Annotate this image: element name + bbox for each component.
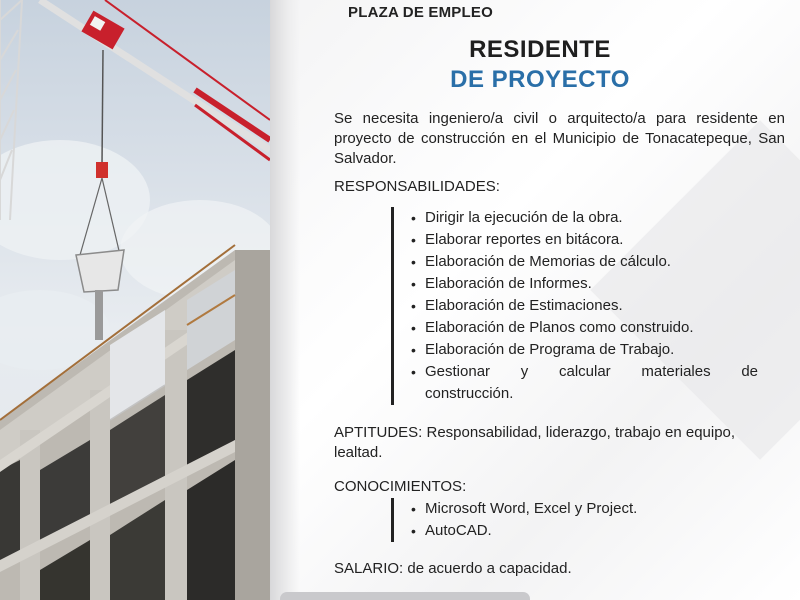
list-item: • Elaboración de Estimaciones. xyxy=(394,295,758,317)
job-intro-text: Se necesita ingeniero/a civil o arquitecto/a para residente en proyecto de construcción en el Municipio de Tonacatepeque, San Salvador. xyxy=(334,110,785,167)
decorative-bottom-bar xyxy=(280,592,530,600)
job-title-line2: DE PROYECTO xyxy=(450,66,630,93)
list-item: • Elaboración de Memorias de cálculo. xyxy=(394,251,758,273)
list-item: • Gestionar y calcular materiales de xyxy=(394,361,758,383)
job-title-line1: RESIDENTE xyxy=(469,36,611,63)
responsibilities-label: RESPONSABILIDADES: xyxy=(334,178,500,195)
crane-hook xyxy=(96,162,108,178)
salary-text: SALARIO: de acuerdo a capacidad. xyxy=(334,560,572,577)
list-item: • Elaboración de Informes. xyxy=(394,273,758,295)
decorative-shadow-band xyxy=(270,0,300,600)
list-item: • Elaborar reportes en bitácora. xyxy=(394,229,758,251)
list-item: • Elaboración de Programa de Trabajo. xyxy=(394,339,758,361)
job-kicker: PLAZA DE EMPLEO xyxy=(348,4,493,21)
crane-jib xyxy=(40,0,270,160)
list-item: • AutoCAD. xyxy=(394,520,691,542)
knowledge-label: CONOCIMIENTOS: xyxy=(334,478,467,495)
responsibilities-list xyxy=(391,207,758,405)
construction-photo xyxy=(0,0,270,600)
concrete-bucket xyxy=(76,250,124,292)
construction-scene-illustration xyxy=(0,0,270,600)
list-item-continuation: construcción. xyxy=(425,385,514,402)
list-item: • Microsoft Word, Excel y Project. xyxy=(394,498,691,520)
list-item: • Elaboración de Planos como construido. xyxy=(394,317,758,339)
aptitudes-text: APTITUDES: Responsabilidad, liderazgo, trabajo en equipo, lealtad. xyxy=(334,424,736,461)
list-item: • Dirigir la ejecución de la obra. xyxy=(394,207,758,229)
knowledge-list xyxy=(391,498,691,542)
